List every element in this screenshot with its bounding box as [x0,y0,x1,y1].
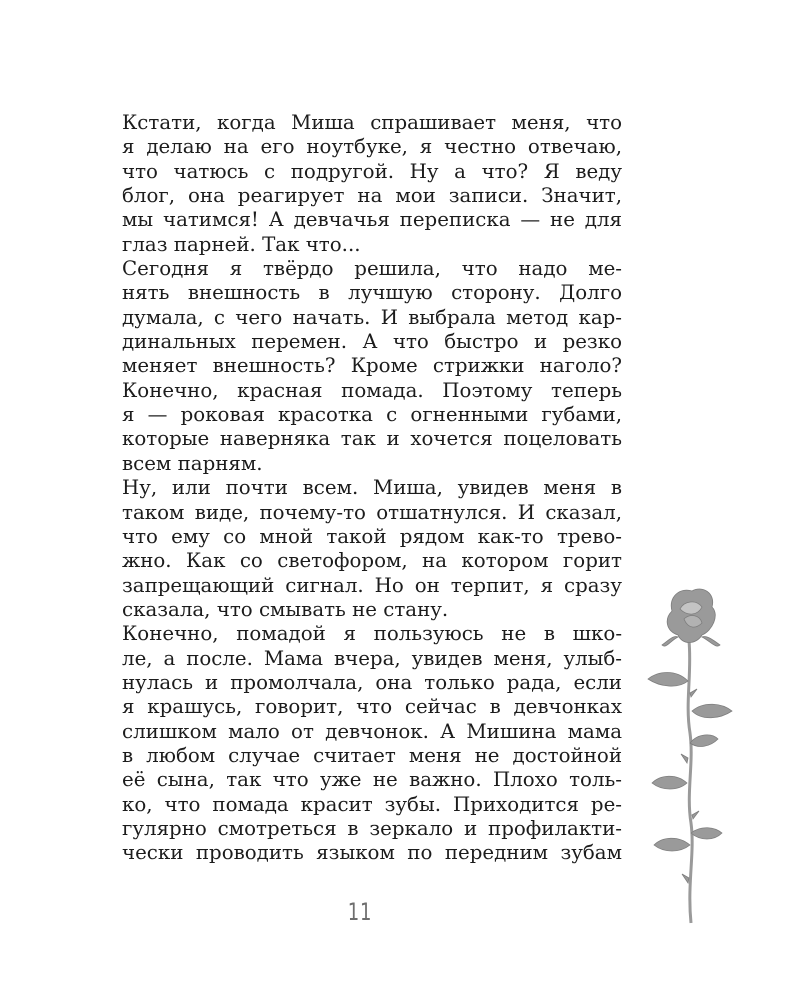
text-line: запрещающий сигнал. Но он терпит, я сразу [122,573,622,597]
paragraph [122,257,622,476]
text-line: блог, она реагирует на мои записи. Значит, [122,184,622,208]
paragraph [122,476,622,622]
text-line: таком виде, почему-то отшатнулся. И сказал, [122,500,622,524]
text-line: что ему со мной такой рядом как-то трево- [122,524,622,548]
page-body-text [122,111,622,866]
text-line: нулась и промолчала, она только рада, если [122,670,622,694]
rose-icon [640,583,740,928]
text-line: в любом случае считает меня не достойной [122,743,622,767]
text-line: ко, что помада красит зубы. Приходится ре- [122,792,622,816]
text-line: думала, с чего начать. И выбрала метод кар- [122,305,622,329]
text-line: Сегодня я твёрдо решила, что надо ме- [122,257,622,281]
text-line: всем парням. [122,451,263,475]
text-line: её сына, так что уже не важно. Плохо толь- [122,768,622,792]
text-line: что чатюсь с подругой. Ну а что? Я веду [122,159,622,183]
text-line: жно. Как со светофором, на котором горит [122,549,622,573]
text-line: глаз парней. Так что... [122,232,361,256]
text-line: слишком мало от девчонок. А Мишина мама [122,719,622,743]
text-line: Конечно, помадой я пользуюсь не в шко- [122,622,622,646]
text-line: мы чатимся! А девчачья переписка — не для [122,208,622,232]
page-number: 11 [347,898,373,926]
text-line: Кстати, когда Миша спрашивает меня, что [122,111,622,134]
paragraph [122,111,622,257]
text-line: Ну, или почти всем. Миша, увидев меня в [122,476,622,500]
text-line: гулярно смотреться в зеркало и профилакти- [122,816,622,840]
text-line: я крашусь, говорит, что сейчас в девчонках [122,695,622,719]
text-line: я — роковая красотка с огненными губами, [122,403,622,427]
text-line: меняет внешность? Кроме стрижки наголо? [122,354,622,378]
text-line: я делаю на его ноутбуке, я честно отвечаю, [122,135,622,159]
text-line: чески проводить языком по передним зубам [122,841,622,865]
text-line: которые наверняка так и хочется поцеловать [122,427,622,451]
text-line: сказала, что смывать не стану. [122,597,449,621]
text-line: нять внешность в лучшую сторону. Долго [122,281,622,305]
text-line: ле, а после. Мама вчера, увидев меня, улыб- [122,646,622,670]
text-line: динальных перемен. А что быстро и резко [122,330,622,354]
paragraph [122,622,622,865]
text-line: Конечно, красная помада. Поэтому теперь [122,378,622,402]
